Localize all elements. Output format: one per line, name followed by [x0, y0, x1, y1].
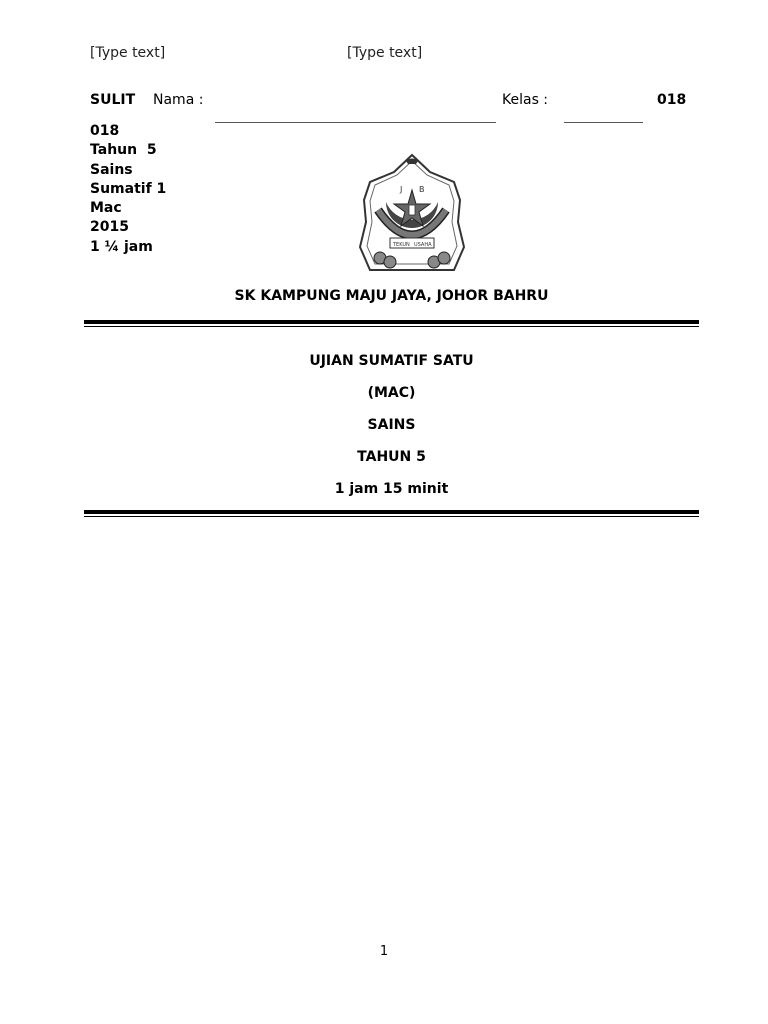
paper-code: 018: [657, 92, 687, 108]
svg-text:J: J: [400, 185, 403, 194]
exam-subject: SAINS: [367, 417, 416, 433]
sulit-label: SULIT: [90, 92, 136, 108]
svg-text:USAHA: USAHA: [414, 242, 432, 248]
header-center-placeholder: [Type text]: [347, 45, 423, 61]
exam-duration: 1 jam 15 minit: [334, 481, 449, 497]
info-subject: Sains: [90, 161, 133, 178]
info-month: Mac: [90, 200, 122, 217]
kelas-underline: [564, 122, 643, 123]
kelas-label: Kelas :: [502, 92, 549, 108]
paper-info-block: [90, 122, 166, 257]
info-year-number: 2015: [90, 219, 129, 236]
top-rule-thin: [84, 326, 699, 327]
nama-underline: [215, 122, 496, 123]
exam-year: TAHUN 5: [357, 449, 426, 465]
page-number: 1: [379, 944, 389, 959]
info-code: 018: [90, 123, 120, 139]
header-left-placeholder: [Type text]: [90, 45, 166, 61]
exam-title: UJIAN SUMATIF SATU: [309, 353, 474, 369]
bottom-rule-thin: [84, 516, 699, 517]
top-rule-thick: [84, 320, 699, 324]
nama-label: Nama :: [153, 92, 204, 108]
info-assessment: Sumatif 1: [90, 180, 167, 197]
school-crest-logo: [356, 152, 468, 276]
svg-text:B: B: [419, 185, 425, 194]
info-year: Tahun 5: [90, 142, 157, 159]
bottom-rule-thick: [84, 510, 699, 514]
school-name: SK KAMPUNG MAJU JAYA, JOHOR BAHRU: [234, 288, 549, 304]
svg-text:TEKUN: TEKUN: [393, 242, 410, 248]
info-duration: 1 ¼ jam: [90, 238, 153, 255]
exam-month: (MAC): [367, 385, 416, 401]
